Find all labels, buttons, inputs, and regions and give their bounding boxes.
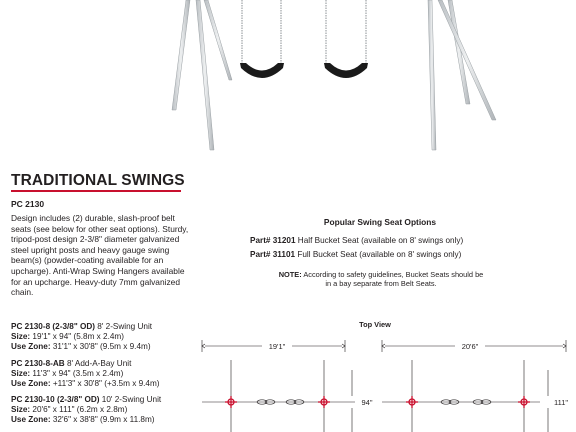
spec-heading: PC 2130-8 (2-3/8" OD) 8' 2-Swing Unit — [11, 322, 153, 331]
bucket-seat-right — [324, 63, 368, 78]
swing-set-illustration — [0, 0, 576, 165]
dim-left-width: 19'1" — [268, 342, 286, 351]
spec-block — [11, 359, 160, 390]
top-view-label: Top View — [359, 320, 391, 329]
dim-right-depth: 111" — [553, 398, 569, 407]
seat-option-full-bucket: Part# 31101 Full Bucket Seat (available on 8' swings only) — [250, 250, 462, 259]
spec-block — [11, 395, 161, 426]
spec-use-zone: Use Zone: +11'3" x 30'8" (+3.5m x 9.4m) — [11, 379, 160, 389]
spec-size: Size: 19'1" x 94" (5.8m x 2.4m) — [11, 332, 124, 342]
spec-use-zone: Use Zone: 32'6" x 38'8" (9.9m x 11.8m) — [11, 415, 155, 425]
safety-note: NOTE: According to safety guidelines, Bucket Seats should be in a bay separate from Belt Seats. — [278, 270, 484, 288]
spec-block — [11, 322, 152, 353]
spec-heading: PC 2130-10 (2-3/8" OD) 10' 2-Swing Unit — [11, 395, 162, 404]
spec-size: Size: 11'3" x 94" (3.5m x 2.4m) — [11, 369, 124, 379]
heading-underline — [11, 190, 181, 192]
spec-size: Size: 20'6" x 111" (6.2m x 2.8m) — [11, 405, 128, 415]
spec-use-zone: Use Zone: 31'1" x 30'8" (9.5m x 9.4m) — [11, 342, 151, 352]
model-number: PC 2130 — [11, 199, 45, 209]
product-description: Design includes (2) durable, slash-proof belt seats (see below for other seat options). Sturdy, tripod-post design 2-3/8" diameter galvanized steel upright posts and heavy gauge swing beam(s) (powder-coating available for an upcharge). Anti-Wrap Swing Hangers available for an upcharge. Heavy-duty 7mm galvanized chain. — [11, 213, 189, 298]
section-heading: TRADITIONAL SWINGS — [11, 172, 185, 189]
bucket-seat-left — [240, 63, 284, 78]
spec-heading: PC 2130-8-AB 8' Add-A-Bay Unit — [11, 359, 132, 368]
dim-left-depth: 94" — [361, 398, 373, 407]
seat-option-half-bucket: Part# 31201 Half Bucket Seat (available on 8' swings only) — [250, 236, 464, 245]
dim-right-width: 20'6" — [461, 342, 479, 351]
seat-options-heading: Popular Swing Seat Options — [323, 217, 437, 227]
